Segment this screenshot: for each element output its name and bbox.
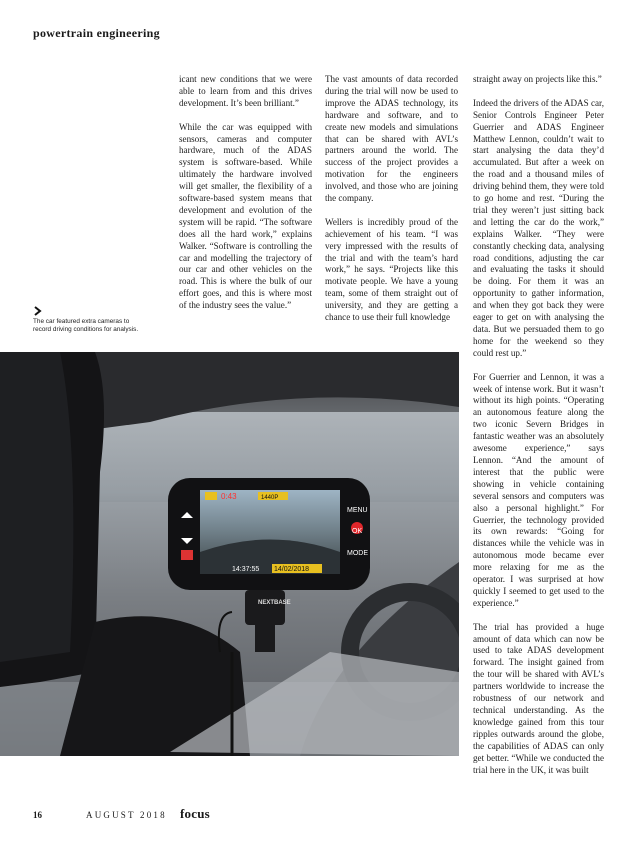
lens-label: 1440P	[261, 495, 279, 501]
ok-label: OK	[352, 528, 363, 535]
paragraph: The vast amounts of data recorded during the trial will now be used to improve the ADAS technology, its hardware and software, and to create new models and simulations that can be shared with AVL’s partners around the world. The success of the project provides a motivation for the engineers involved, and those who are joining the company.	[325, 74, 458, 204]
photo-caption	[33, 306, 143, 333]
article-column-3	[473, 74, 604, 788]
paragraph: Indeed the drivers of the ADAS car, Senior Controls Engineer Peter Guerrier and ADAS Engineer Matthew Lennon, couldn’t wait to start analysing the data they’d accumulated. But after a week on the road and a thousand miles of driving behind them, they were told to go home and rest. “During the trial they weren’t just sitting back and letting the car do the work,” explains Walker. “They were constantly checking data, analysing road conditions, adjusting the car and evaluating the tasks it should be doing. For them it was an opportunity to gather information, and when they got back they were eager to get on with analysing the data. But we persuaded them to go home for the weekend so they could rest up.”	[473, 97, 604, 358]
dashcam-illustration	[0, 352, 459, 756]
warning-icon	[181, 550, 193, 560]
brand-label: NEXTBASE	[258, 600, 291, 606]
caption-text: The car featured extra cameras to record driving conditions for analysis.	[33, 318, 139, 333]
article-column-1	[179, 74, 312, 324]
clock-readout: 14:37:55	[232, 566, 260, 573]
paragraph: While the car was equipped with sensors, cameras and computer hardware, much of the ADAS system is software-based. While ultimately the hardware involved will get smaller, the flexibility of a software-based system means that development and evolution of the system will be rapid. “The software does all the hard work,” explains Walker. “Software is controlling the car and modelling the trajectory of our car and other vehicles on the road. This is where the bulk of our effort goes, and this is where most of the industry sees the value.”	[179, 121, 312, 311]
caption-arrow-icon	[33, 306, 43, 316]
magazine-name: focus	[180, 806, 210, 821]
paragraph: For Guerrier and Lennon, it was a week of intense work. But it wasn’t without its high points. “Operating an autonomous feature along the two iconic Severn Bridges in fantastic weather was an absolutely awesome experience,” says Lennon. “And the amount of interest that the public were showing in vehicle containing several sensors and computers was also a personal highlight.” For Guerrier, the technology provided its own rewards: “Going for distances while the vehicle was in autonomous mode became ever more relaxing for me as the operator. I was surprised at how quickly I seemed to get used to the experience.”	[473, 371, 604, 608]
rec-timer: 0:43	[221, 492, 237, 501]
issue-date: AUGUST 2018	[86, 810, 167, 820]
mode-label: MODE	[347, 550, 368, 557]
section-title: powertrain engineering	[33, 26, 160, 40]
dashcam-photo	[0, 352, 459, 756]
article-column-2	[325, 74, 458, 336]
paragraph: straight away on projects like this.”	[473, 74, 602, 84]
date-readout: 14/02/2018	[274, 566, 310, 573]
paragraph: Wellers is incredibly proud of the achievement of his team. “I was very impressed with the results of the trial and with the team’s hard work,” he says. “Projects like this motivate people. We have a young team, some of them straight out of university, and they are getting a chance to use their full knowledge	[325, 216, 458, 323]
paragraph: icant new conditions that we were able to learn from and this drives development. It’s been brilliant.”	[179, 74, 312, 108]
battery-icon	[205, 492, 217, 500]
menu-label: MENU	[347, 507, 368, 514]
page-number: 16	[33, 810, 42, 820]
paragraph: The trial has provided a huge amount of data which can now be used to take ADAS development forward. The insight gained from the tour will be shared with AVL’s partners worldwide to increase the robustness of our network and technical understanding. As the knowledge gained from this tour ripples outwards around the globe, the capabilities of ADAS can only get better. “While we conducted the trial here in the UK, it was built	[473, 621, 604, 775]
